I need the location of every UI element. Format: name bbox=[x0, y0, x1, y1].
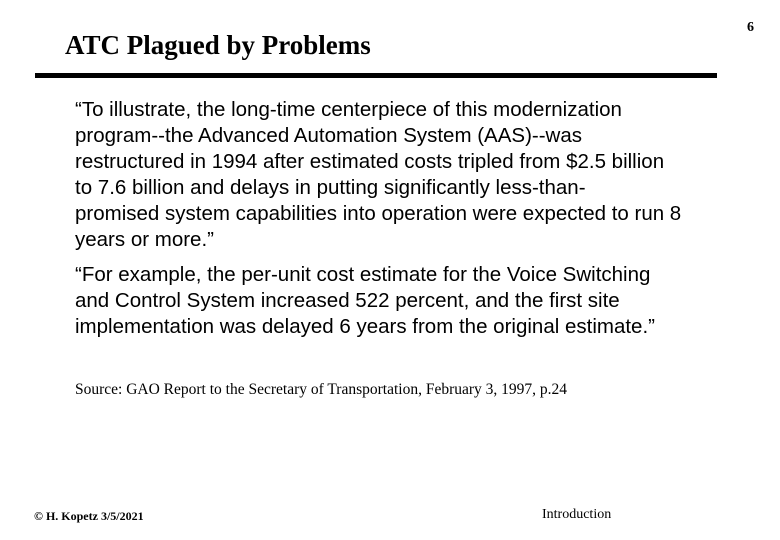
source-citation: Source: GAO Report to the Secretary of Transportation, February 3, 1997, p.24 bbox=[75, 381, 568, 398]
quote-1-line: “To illustrate, the long-time centerpiece of this modernization bbox=[75, 98, 622, 121]
slide-title: ATC Plagued by Problems bbox=[65, 30, 371, 60]
quote-1-line: restructured in 1994 after estimated costs tripled from $2.5 billion bbox=[75, 150, 665, 173]
quote-paragraph-1 bbox=[75, 97, 735, 253]
footer-section: Introduction bbox=[542, 507, 612, 522]
quote-1-line: years or more.” bbox=[75, 228, 214, 251]
quote-paragraph-2 bbox=[75, 262, 735, 340]
quote-2-line: implementation was delayed 6 years from the original estimate.” bbox=[75, 315, 655, 338]
quote-2-line: and Control System increased 522 percent, and the first site bbox=[75, 289, 620, 312]
quote-2-line: “For example, the per-unit cost estimate for the Voice Switching bbox=[75, 263, 651, 286]
quote-1-line: promised system capabilities into operation were expected to run 8 bbox=[75, 202, 682, 225]
quote-1-line: to 7.6 billion and delays in putting significantly less-than- bbox=[75, 176, 586, 199]
quote-1-line: program--the Advanced Automation System (AAS)--was bbox=[75, 124, 583, 147]
title-underline bbox=[35, 73, 717, 78]
footer-author-date: © H. Kopetz 3/5/2021 bbox=[34, 509, 144, 523]
page-number: 6 bbox=[747, 20, 754, 35]
